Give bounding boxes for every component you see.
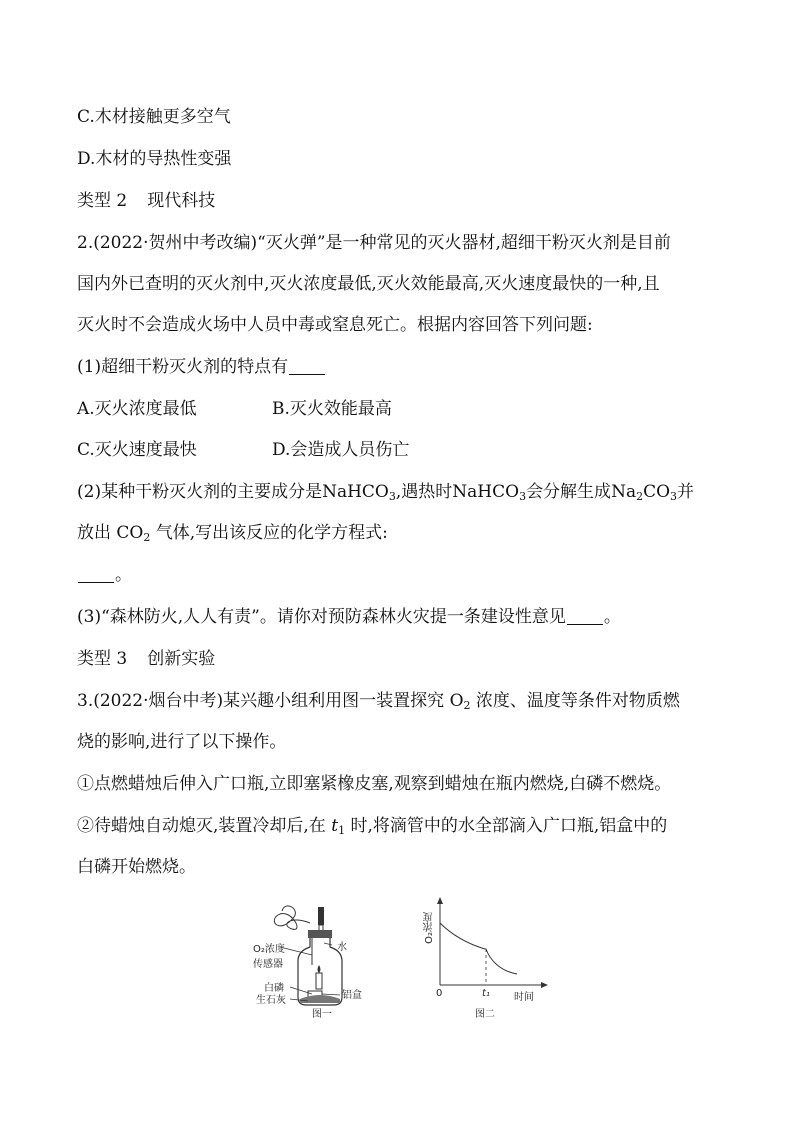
answer-blank <box>78 581 114 583</box>
figure-1-caption: 图一 <box>312 1009 332 1020</box>
subscript: 3 <box>670 490 678 503</box>
figure-2-caption: 图二 <box>475 1009 495 1020</box>
y-axis-arrow <box>437 897 443 904</box>
section-label: 类型 3 <box>77 649 128 669</box>
option-d: D.会造成人员伤亡 <box>272 440 410 460</box>
series-line <box>440 923 517 974</box>
subscript: 3 <box>519 490 527 503</box>
text: 浓度、温度等条件对物质燃 <box>470 691 680 711</box>
text: ,遇热时 <box>395 482 453 502</box>
q2-sub1 <box>77 356 326 378</box>
option-a: A.灭火浓度最低 <box>77 399 197 419</box>
q2-options-cd <box>77 439 477 461</box>
subscript: 2 <box>143 531 151 544</box>
formula: CO <box>116 523 144 543</box>
subscript: 1 <box>338 824 346 837</box>
q1-option-d: D.木材的导热性变强 <box>77 149 232 169</box>
label-phosphorus: 白磷 <box>264 983 284 994</box>
text: 3.(2022·烟台中考)某兴趣小组利用图一装置探究 <box>77 691 450 711</box>
text: 时,将滴管中的水全部滴入广口瓶,铝盒中的 <box>345 816 668 836</box>
text: 气体,写出该反应的化学方程式: <box>150 523 388 543</box>
sub1-text: (1)超细干粉灭火剂的特点有 <box>77 357 289 377</box>
subscript: 3 <box>388 490 396 503</box>
q2-sub2-answer <box>77 564 132 586</box>
q2-sub2-line-1 <box>77 481 694 503</box>
formula: O <box>449 691 464 711</box>
label-sensor <box>253 940 285 970</box>
q2-options-ab <box>77 398 477 420</box>
figure-2-ylabel: O₂浓度 <box>424 912 435 944</box>
section-label: 类型 2 <box>77 191 128 211</box>
q2-sub2-line-2 <box>77 522 388 544</box>
text: ②待蜡烛自动熄灭,装置冷却后,在 <box>77 816 332 836</box>
x-axis-arrow <box>541 982 548 988</box>
text: 并 <box>677 482 695 502</box>
variable: t <box>331 816 339 836</box>
text: (3)“森林防火,人人有责”。请你对预防森林火灾提一条建设性意见 <box>77 607 566 627</box>
q2-sub3 <box>77 606 621 628</box>
label-water: 水 <box>337 942 347 953</box>
formula: CO <box>643 482 671 502</box>
option-b: B.灭火效能最高 <box>272 399 392 419</box>
text: 。 <box>115 565 132 585</box>
text: 。 <box>603 607 621 627</box>
section-title: 创新实验 <box>147 649 216 669</box>
label-sensor-2: 传感器 <box>253 959 283 970</box>
q3-line-2: 烧的影响,进行了以下操作。 <box>77 732 287 752</box>
figure-2-xlabel: 时间 <box>514 992 534 1003</box>
figure-2-origin: 0 <box>436 988 443 999</box>
q2-line-3: 灭火时不会造成火场中人员中毒或窒息死亡。根据内容回答下列问题: <box>77 315 593 335</box>
section-heading-2 <box>77 190 215 212</box>
answer-blank <box>567 623 603 625</box>
text: 放出 <box>77 523 117 543</box>
formula: NaHCO <box>322 482 389 502</box>
q3-line-1 <box>77 690 680 712</box>
formula: NaHCO <box>452 482 520 502</box>
option-c: C.灭火速度最快 <box>77 440 197 460</box>
subscript: 2 <box>463 699 471 712</box>
label-sensor-1: O₂浓度 <box>253 944 285 955</box>
q2-line-1: 2.(2022·贺州中考改编)“灭火弹”是一种常见的灭火器材,超细干粉灭火剂是目前 <box>77 233 671 253</box>
section-heading-3 <box>77 648 215 670</box>
label-aluminum: 铝盒 <box>342 990 362 1001</box>
text: 会分解生成 <box>526 482 612 502</box>
q3-step-2-line-1 <box>77 815 667 837</box>
text: (2)某种干粉灭火剂的主要成分是 <box>77 482 323 502</box>
section-title: 现代科技 <box>147 191 216 211</box>
q2-line-2: 国内外已查明的灭火剂中,灭火浓度最低,灭火效能最高,灭火速度最快的一种,且 <box>77 274 660 294</box>
q3-step-2-line-2: 白磷开始燃烧。 <box>77 857 196 877</box>
q1-option-c: C.木材接触更多空气 <box>77 107 231 127</box>
q3-step-1: ①点燃蜡烛后伸入广口瓶,立即塞紧橡皮塞,观察到蜡烛在瓶内燃烧,白磷不燃烧。 <box>77 774 672 794</box>
subscript: 2 <box>636 490 644 503</box>
answer-blank <box>289 373 325 375</box>
label-lime: 生石灰 <box>256 995 286 1006</box>
formula: Na <box>611 482 637 502</box>
figure-2-t1-tick: t₁ <box>482 988 490 999</box>
